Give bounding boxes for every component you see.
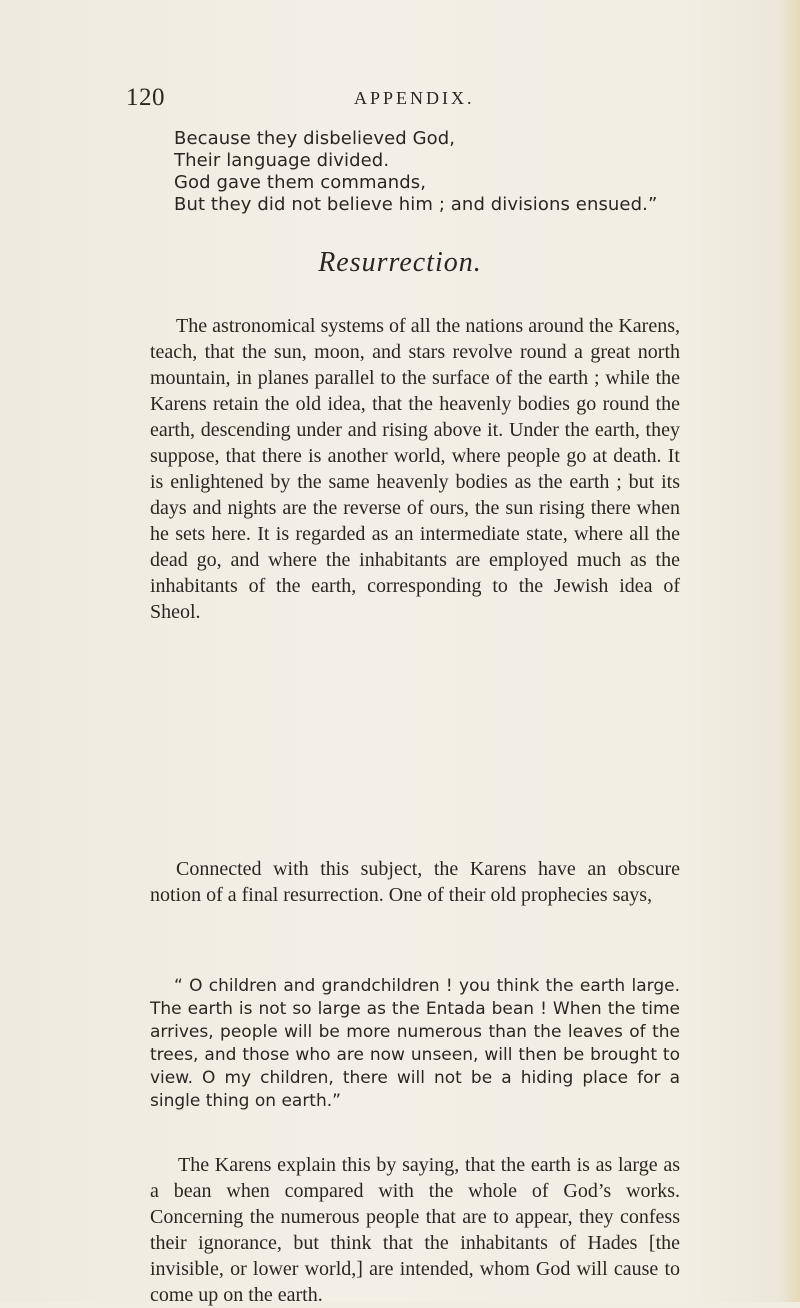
page-header <box>126 84 686 120</box>
verse-line: Their language divided. <box>174 150 390 171</box>
verse-line: But they did not believe him ; and divisions ensued.” <box>174 194 658 215</box>
page-number: 120 <box>126 84 165 111</box>
running-head: APPENDIX. <box>354 88 475 108</box>
verse-block <box>174 128 674 216</box>
paragraph-explanation: The Karens explain this by saying, that the earth is as large as a bean when compared with the whole of God’s works. Concerning the numerous people that are to appear, they confess their ignorance, but think that the inhabitants of Hades [the invisible, or lower world,] are intended, whom God will cause to come up on the earth. <box>150 1154 680 1306</box>
verse-line: God gave them commands, <box>174 172 427 193</box>
paragraph-astronomical-systems: The astronomical systems of all the nations around the Karens, teach, that the sun, moon, and stars revolve round a great north mountain, in planes parallel to the surface of the earth ; while the Karens retain the old idea, that the heavenly bodies go round the earth, descending under and rising above it. Under the earth, they suppose, that there is another world, where people go at death. It is enlightened by the same heavenly bodies as the earth ; but its days and nights are the reverse of ours, the sun rising there when he sets here. It is regarded as an intermediate state, where all the dead go, and where the inhabitants are employed much as the inhabitants of the earth, corresponding to the Jewish idea of Sheol. <box>150 315 680 623</box>
page-edge-stain <box>778 0 800 1302</box>
section-title: Resurrection. <box>318 247 482 278</box>
prophecy-quote: “ O children and grandchildren ! you think the earth large. The earth is not so large as the Entada bean ! When the time arrives, people will be more numerous than the leaves of the trees, and those who are now unseen, will then be brought to view. O my children, there will not be a hiding place for a single thing on earth.” <box>150 976 680 1111</box>
paragraph-final-resurrection: Connected with this subject, the Karens have an obscure notion of a final resurrection. One of their old prophecies says, <box>150 858 680 906</box>
verse-line: Because they disbelieved God, <box>174 128 456 149</box>
